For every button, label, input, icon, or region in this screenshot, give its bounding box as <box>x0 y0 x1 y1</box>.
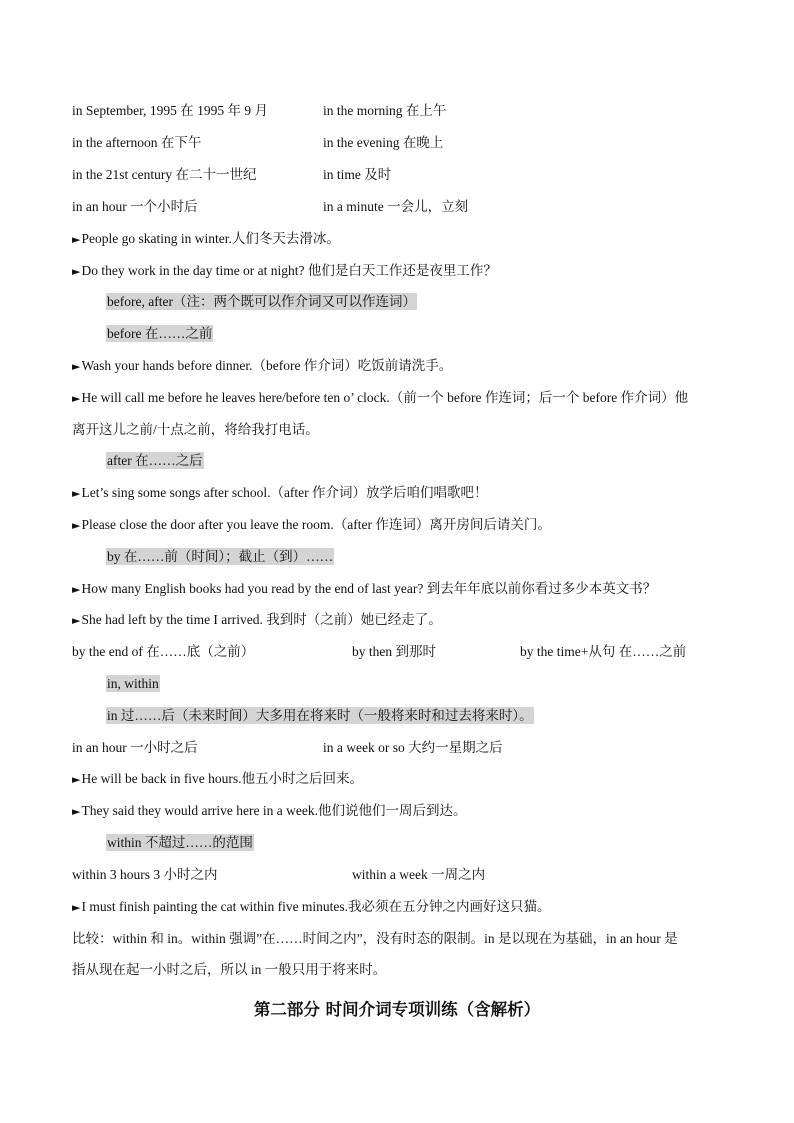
bullet-icon: ► <box>72 519 81 532</box>
phrase-col-1: by the end of 在……底（之前） <box>72 644 255 659</box>
bullet-icon: ► <box>72 392 81 405</box>
highlighted-heading: before 在……之前 <box>107 326 213 341</box>
example-sentence <box>72 483 732 504</box>
highlighted-heading: before, after（注：两个既可以作介词又可以作连词） <box>107 294 416 309</box>
example-text: Do they work in the day time or at night? 他们是白天工作还是夜里工作？ <box>81 263 497 278</box>
phrase-left: in the 21st century 在二十一世纪 <box>72 167 257 182</box>
bullet-icon: ► <box>72 805 81 818</box>
highlighted-heading: after 在……之后 <box>107 453 203 468</box>
phrase-col-2: by then 到那时 <box>352 644 436 659</box>
example-sentence <box>72 610 732 631</box>
subheading <box>106 324 766 344</box>
example-sentence <box>72 579 732 600</box>
example-text: I must finish painting the cat within five minutes.我必须在五分钟之内画好这只猫。 <box>81 899 551 914</box>
example-sentence <box>72 515 732 536</box>
bullet-icon: ► <box>72 487 81 500</box>
subheading <box>106 451 766 471</box>
highlighted-heading: in, within <box>107 676 159 691</box>
example-text: Please close the door after you leave the room.（after 作连词）离开房间后请关门。 <box>81 517 551 532</box>
highlighted-heading: in 过……后（未来时间）大多用在将来时（一般将来时和过去将来时）。 <box>107 708 533 723</box>
phrase-col-3: by the time+从句 在……之前 <box>520 644 687 659</box>
phrase-right: in a week or so 大约一星期之后 <box>323 740 503 755</box>
phrase-right: in a minute 一会儿，立刻 <box>323 199 469 214</box>
example-text: Wash your hands before dinner.（before 作介词）吃饭前请洗手。 <box>81 358 453 373</box>
bullet-icon: ► <box>72 614 81 627</box>
subheading <box>106 292 766 312</box>
subheading <box>106 706 766 726</box>
bullet-icon: ► <box>72 360 81 373</box>
bullet-icon: ► <box>72 583 81 596</box>
phrase-right: in time 及时 <box>323 167 392 182</box>
example-text: Let’s sing some songs after school.（after 作介词）放学后咱们唱歌吧！ <box>81 485 488 500</box>
bullet-icon: ► <box>72 233 81 246</box>
example-text: People go skating in winter.人们冬天去滑冰。 <box>81 231 340 246</box>
example-sentence <box>72 769 732 790</box>
comparison-note: 比较：within 和 in。within 强调”在……时间之内”，没有时态的限制。in 是以现在为基础，in an hour 是 <box>72 931 678 946</box>
example-sentence <box>72 356 732 377</box>
subheading <box>106 547 766 567</box>
comparison-note-continuation: 指从现在起一小时之后，所以 in 一般只用于将来时。 <box>72 962 387 977</box>
example-sentence <box>72 261 732 282</box>
example-text: They said they would arrive here in a week.他们说他们一周后到达。 <box>81 803 467 818</box>
example-sentence <box>72 388 732 409</box>
subheading <box>106 674 766 694</box>
subheading <box>106 833 766 853</box>
example-text: She had left by the time I arrived. 我到时（之前）她已经走了。 <box>81 612 442 627</box>
section-heading: 第二部分 时间介词专项训练（含解析） <box>253 1000 541 1019</box>
bullet-icon: ► <box>72 265 81 278</box>
example-continuation: 离开这儿之前/十点之前，将给我打电话。 <box>72 422 319 437</box>
example-text: He will be back in five hours.他五小时之后回来。 <box>81 771 364 786</box>
bullet-icon: ► <box>72 773 81 786</box>
phrase-left: within 3 hours 3 小时之内 <box>72 867 218 882</box>
example-sentence <box>72 229 732 250</box>
example-sentence <box>72 801 732 822</box>
highlighted-heading: by 在……前（时间）；截止（到）…… <box>107 549 334 564</box>
phrase-left: in the afternoon 在下午 <box>72 135 202 150</box>
phrase-right: within a week 一周之内 <box>352 867 486 882</box>
example-text: He will call me before he leaves here/before ten o’ clock.（前一个 before 作连词；后一个 before 作介词）他 <box>81 390 689 405</box>
highlighted-heading: within 不超过……的范围 <box>107 835 253 850</box>
phrase-left: in an hour 一个小时后 <box>72 199 198 214</box>
bullet-icon: ► <box>72 901 81 914</box>
phrase-right: in the evening 在晚上 <box>323 135 444 150</box>
example-sentence <box>72 897 732 918</box>
example-text: How many English books had you read by the end of last year? 到去年年底以前你看过多少本英文书？ <box>81 581 657 596</box>
phrase-left: in September, 1995 在 1995 年 9 月 <box>72 103 268 118</box>
phrase-left: in an hour 一小时之后 <box>72 740 198 755</box>
phrase-right: in the morning 在上午 <box>323 103 447 118</box>
